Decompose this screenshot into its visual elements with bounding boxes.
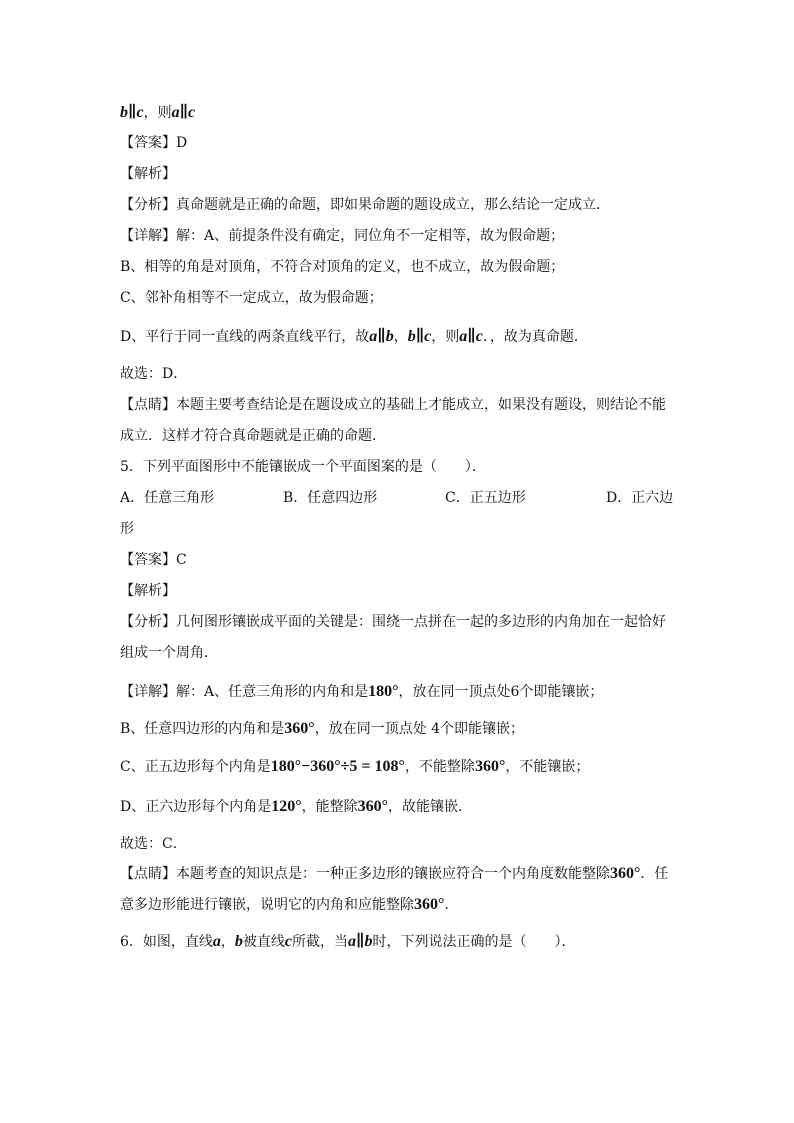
text-run: ，不能镶嵌； [505, 759, 590, 775]
text-line [120, 226, 564, 246]
text-run: ，故能镶嵌． [388, 799, 473, 815]
text-line [120, 327, 588, 347]
text-run: 组成一个周角． [120, 645, 218, 661]
answer-label [120, 550, 187, 570]
option-b: B．任意四边形 [283, 490, 378, 506]
text-run: 【详解】解：A、任意三角形的内角和是 [120, 684, 369, 700]
option-a: A．任意三角形 [120, 490, 215, 506]
text-line [120, 395, 666, 415]
text-run: ， [220, 934, 235, 950]
text-run: 所截，当 [292, 934, 349, 950]
text-run: 【点睛】本题主要考查结论是在题设成立的基础上才能成立，如果没有题设，则结论不能 [120, 397, 666, 413]
math-expression: 360° [610, 865, 641, 882]
analysis-label [120, 164, 176, 184]
math-expression: 120° [271, 798, 302, 815]
text-line [120, 834, 187, 854]
text-run: . [444, 897, 449, 913]
text-run: C、邻补角相等不一定成立，故为假命题； [120, 290, 383, 306]
text-line [120, 288, 383, 308]
math-expression: 360° [474, 758, 506, 775]
text-run: D、正六边形每个内角是 [120, 799, 272, 815]
text-line [120, 797, 472, 817]
analysis-label [120, 581, 176, 601]
text-run: 形 [120, 521, 134, 537]
text-run: 【详解】解：A、前提条件没有确定，同位角不一定相等，故为假命题； [120, 228, 565, 244]
text-run: 6．如图，直线 [120, 934, 213, 950]
text-line [120, 426, 386, 446]
text-line [120, 757, 589, 777]
text-line [120, 864, 668, 884]
math-expression: a [212, 933, 221, 950]
math-expression: 180°−360°÷5 = 108° [270, 758, 405, 775]
text-line [120, 103, 195, 123]
math-expression: b [234, 933, 243, 950]
math-expression: b∥c [407, 328, 432, 345]
text-line [120, 643, 218, 663]
text-run: ，放在同一顶点处 4个即能镶嵌； [314, 721, 525, 737]
text-run: D、平行于同一直线的两条直线平行，故 [120, 329, 370, 345]
text-run: B、任意四边形的内角和是 [120, 721, 285, 737]
text-run: 【答案】D [120, 135, 188, 151]
text-run: 时，下列说法正确的是（ ）． [372, 934, 576, 950]
text-run: ， [393, 329, 408, 345]
text-run: 故选：D． [120, 366, 188, 382]
text-run: 5．下列平面图形中不能镶嵌成一个平面图案的是（ ）． [120, 459, 486, 475]
option-d: D．正六边 [606, 490, 674, 506]
math-expression: a∥b [348, 933, 373, 950]
math-expression: b∥c [120, 104, 144, 121]
text-line [120, 519, 134, 539]
math-expression: a∥b [369, 328, 394, 345]
text-run: ，则 [431, 329, 460, 345]
text-run: 【分析】真命题就是正确的命题，即如果命题的题设成立，那么结论一定成立． [120, 197, 610, 213]
text-line [120, 195, 610, 215]
math-expression: c [284, 933, 293, 950]
text-run: 故选：C． [120, 836, 187, 852]
math-expression: 360° [284, 720, 315, 737]
text-run: 【点睛】本题考查的知识点是：一种正多边形的镶嵌应符合一个内角度数能整除 [120, 866, 610, 882]
text-run: 成立．这样才符合真命题就是正确的命题． [120, 428, 386, 444]
math-expression: 180° [368, 683, 399, 700]
question-stem [120, 457, 486, 477]
text-run: 【答案】C [120, 552, 187, 568]
option-c: C．正五边形 [445, 490, 526, 506]
text-run: ，不能整除 [404, 759, 475, 775]
text-run: ．任 [640, 866, 669, 882]
text-line [120, 895, 449, 915]
question-stem [120, 932, 576, 952]
text-line [120, 719, 524, 739]
text-line [120, 257, 564, 277]
math-expression: 360° [357, 798, 389, 815]
text-run: 【解析】 [120, 166, 176, 182]
text-run: 【分析】几何图形镶嵌成平面的关键是：围绕一点拼在一起的多边形的内角加在一起恰好 [120, 614, 666, 630]
text-run: ，放在同一顶点处6个即能镶嵌； [398, 684, 604, 700]
text-run: 意多边形能进行镶嵌，说明它的内角和应能整除 [120, 897, 414, 913]
text-line [120, 612, 666, 632]
math-expression: a∥c [171, 104, 196, 121]
answer-label [120, 133, 187, 153]
text-run: C、正五边形每个内角是 [120, 759, 271, 775]
text-run: ，则 [143, 105, 172, 121]
text-run: ．，故为真命题． [482, 329, 588, 345]
text-run: 被直线 [242, 934, 285, 950]
text-run: B、相等的角是对顶角，不符合对顶角的定义，也不成立，故为假命题； [120, 259, 565, 275]
text-run: ，能整除 [301, 799, 358, 815]
text-line [120, 682, 603, 702]
text-run: 【解析】 [120, 583, 176, 599]
math-expression: 360° [414, 896, 445, 913]
math-expression: a∥c [459, 328, 483, 345]
text-line [120, 364, 187, 384]
